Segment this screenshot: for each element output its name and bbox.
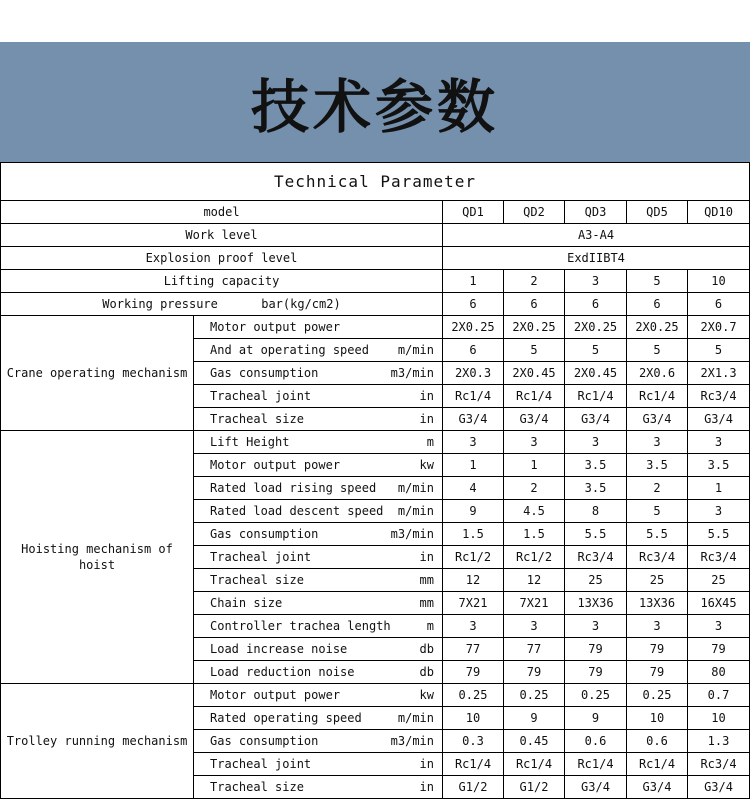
value-cell: 0.45 [504, 730, 565, 753]
parameter-cell [194, 569, 443, 592]
value-cell: G3/4 [565, 408, 627, 431]
value-cell: 79 [565, 661, 627, 684]
value-cell: 1 [443, 270, 504, 293]
parameter-unit: m/min [397, 481, 434, 495]
value-cell: 3 [627, 431, 688, 454]
value-cell: 5 [688, 339, 750, 362]
parameter-label: Tracheal size [210, 573, 304, 587]
parameter-unit: m3/min [390, 366, 434, 380]
value-cell: 5 [627, 270, 688, 293]
parameter-unit [428, 316, 434, 338]
value-cell: 10 [688, 707, 750, 730]
crane-row [1, 316, 750, 339]
value-cell: 13X36 [565, 592, 627, 615]
parameter-label: Lift Height [210, 435, 290, 449]
parameter-cell [194, 592, 443, 615]
explosion-value: ExdIIBT4 [443, 247, 750, 270]
value-cell: 1.5 [504, 523, 565, 546]
value-cell: Rc1/4 [565, 385, 627, 408]
value-cell: 7X21 [504, 592, 565, 615]
parameter-unit: kw [419, 458, 434, 472]
value-cell: 3 [504, 615, 565, 638]
value-cell: 25 [565, 569, 627, 592]
value-cell: 3.5 [565, 477, 627, 500]
value-cell: 77 [443, 638, 504, 661]
parameter-unit: m [426, 435, 434, 449]
value-cell: 1.3 [688, 730, 750, 753]
model-cell: QD3 [565, 201, 627, 224]
parameter-cell [194, 454, 443, 477]
parameter-unit: db [419, 642, 434, 656]
value-cell: G3/4 [504, 408, 565, 431]
value-cell: 79 [627, 638, 688, 661]
value-cell: 80 [688, 661, 750, 684]
parameter-cell [194, 776, 443, 799]
value-cell: 7X21 [443, 592, 504, 615]
value-cell: 77 [504, 638, 565, 661]
value-cell: Rc1/4 [504, 385, 565, 408]
value-cell: 79 [627, 661, 688, 684]
trolley-group-label: Trolley running mechanism [1, 684, 194, 799]
value-cell: G1/2 [443, 776, 504, 799]
value-cell: Rc1/4 [504, 753, 565, 776]
parameter-label: Tracheal size [210, 780, 304, 794]
value-cell: 2X0.45 [565, 362, 627, 385]
model-label: model [1, 201, 443, 224]
value-cell: Rc3/4 [627, 546, 688, 569]
value-cell: Rc1/4 [565, 753, 627, 776]
value-cell: 10 [688, 270, 750, 293]
model-cell: QD2 [504, 201, 565, 224]
parameter-label: Tracheal joint [210, 389, 312, 403]
parameter-unit: m [426, 619, 434, 633]
value-cell: 1 [443, 454, 504, 477]
value-cell: 2X0.25 [504, 316, 565, 339]
value-cell: 3 [565, 270, 627, 293]
value-cell: Rc3/4 [688, 753, 750, 776]
model-header-row [1, 201, 750, 224]
value-cell: 10 [443, 707, 504, 730]
value-cell: 0.25 [565, 684, 627, 707]
parameter-cell [194, 661, 443, 684]
value-cell: 3 [565, 615, 627, 638]
parameter-cell [194, 362, 443, 385]
value-cell: 5 [565, 339, 627, 362]
parameter-unit: in [419, 412, 434, 426]
value-cell: 6 [504, 293, 565, 316]
value-cell: 79 [443, 661, 504, 684]
parameter-label: Gas consumption [210, 734, 319, 748]
value-cell: G3/4 [627, 776, 688, 799]
value-cell: Rc3/4 [688, 546, 750, 569]
value-cell: 79 [688, 638, 750, 661]
pressure-unit: bar(kg/cm2) [261, 297, 341, 311]
value-cell: 9 [565, 707, 627, 730]
value-cell: 2X0.45 [504, 362, 565, 385]
parameter-cell [194, 684, 443, 707]
parameter-label: Chain size [210, 596, 283, 610]
value-cell: 25 [627, 569, 688, 592]
parameter-cell [194, 431, 443, 454]
crane-group-label: Crane operating mechanism [1, 316, 194, 431]
parameter-cell [194, 385, 443, 408]
value-cell: 8 [565, 500, 627, 523]
parameter-cell [194, 753, 443, 776]
model-cell: QD10 [688, 201, 750, 224]
value-cell: Rc3/4 [565, 546, 627, 569]
value-cell: 3 [504, 431, 565, 454]
value-cell: Rc1/4 [443, 385, 504, 408]
parameter-unit: m3/min [390, 527, 434, 541]
lifting-label: Lifting capacity [1, 270, 443, 293]
value-cell: 2X0.25 [565, 316, 627, 339]
value-cell: 6 [688, 293, 750, 316]
parameter-cell [194, 730, 443, 753]
value-cell: 9 [504, 707, 565, 730]
parameter-label: And at operating speed [210, 343, 369, 357]
value-cell: 6 [443, 339, 504, 362]
parameter-cell [194, 500, 443, 523]
value-cell: 6 [443, 293, 504, 316]
value-cell: Rc1/2 [443, 546, 504, 569]
value-cell: 3.5 [565, 454, 627, 477]
value-cell: 3 [688, 615, 750, 638]
parameter-label: Gas consumption [210, 366, 319, 380]
parameter-unit: db [419, 665, 434, 679]
parameter-cell [194, 615, 443, 638]
value-cell: 3 [443, 431, 504, 454]
lifting-row [1, 270, 750, 293]
parameter-unit: in [419, 550, 434, 564]
parameter-label: Controller trachea length [210, 619, 391, 633]
model-cell: QD5 [627, 201, 688, 224]
value-cell: 16X45 [688, 592, 750, 615]
parameter-label: Motor output power [210, 458, 341, 472]
value-cell: 1.5 [443, 523, 504, 546]
value-cell: G1/2 [504, 776, 565, 799]
value-cell: 0.3 [443, 730, 504, 753]
parameter-unit: m/min [397, 343, 434, 357]
value-cell: Rc1/4 [627, 385, 688, 408]
value-cell: 0.6 [627, 730, 688, 753]
value-cell: 4 [443, 477, 504, 500]
parameter-label: Gas consumption [210, 527, 319, 541]
value-cell: 0.25 [443, 684, 504, 707]
value-cell: 2X1.3 [688, 362, 750, 385]
banner-title: 技术参数 [250, 73, 499, 141]
work-level-row [1, 224, 750, 247]
parameter-label: Motor output power [210, 320, 341, 334]
value-cell: 79 [565, 638, 627, 661]
value-cell: 9 [443, 500, 504, 523]
value-cell: 0.7 [688, 684, 750, 707]
value-cell: 2X0.6 [627, 362, 688, 385]
value-cell: G3/4 [627, 408, 688, 431]
parameter-cell [194, 546, 443, 569]
parameter-cell [194, 477, 443, 500]
value-cell: G3/4 [443, 408, 504, 431]
value-cell: 5 [627, 339, 688, 362]
value-cell: 25 [688, 569, 750, 592]
parameter-label: Load increase noise [210, 642, 348, 656]
value-cell: 4.5 [504, 500, 565, 523]
value-cell: 2X0.3 [443, 362, 504, 385]
parameter-unit: mm [419, 596, 434, 610]
value-cell: 6 [627, 293, 688, 316]
value-cell: 3.5 [627, 454, 688, 477]
model-cell: QD1 [443, 201, 504, 224]
parameter-cell [194, 408, 443, 431]
work-level-value: A3-A4 [443, 224, 750, 247]
parameter-unit: in [419, 389, 434, 403]
value-cell: 79 [504, 661, 565, 684]
explosion-row [1, 247, 750, 270]
value-cell: 12 [504, 569, 565, 592]
parameter-table [0, 162, 750, 799]
pressure-row [1, 293, 750, 316]
parameter-unit: in [419, 780, 434, 794]
value-cell: 2X0.25 [443, 316, 504, 339]
parameter-label: Tracheal joint [210, 757, 312, 771]
parameter-label: Rated load descent speed [210, 504, 384, 518]
pressure-label: Working pressure [102, 297, 218, 311]
value-cell: 3.5 [688, 454, 750, 477]
value-cell: 3 [565, 431, 627, 454]
value-cell: G3/4 [688, 408, 750, 431]
explosion-label: Explosion proof level [1, 247, 443, 270]
value-cell: 5 [627, 500, 688, 523]
value-cell: G3/4 [688, 776, 750, 799]
value-cell: 1 [688, 477, 750, 500]
value-cell: 5.5 [565, 523, 627, 546]
parameter-cell [194, 638, 443, 661]
parameter-label: Motor output power [210, 688, 341, 702]
value-cell: 12 [443, 569, 504, 592]
value-cell: 2 [504, 477, 565, 500]
value-cell: 1 [504, 454, 565, 477]
value-cell: 5.5 [627, 523, 688, 546]
parameter-unit: m/min [397, 711, 434, 725]
table-body [1, 163, 750, 799]
value-cell: 0.6 [565, 730, 627, 753]
value-cell: 10 [627, 707, 688, 730]
parameter-label: Load reduction noise [210, 665, 355, 679]
work-level-label: Work level [1, 224, 443, 247]
value-cell: 3 [443, 615, 504, 638]
value-cell: 5 [504, 339, 565, 362]
value-cell: 5.5 [688, 523, 750, 546]
value-cell: 6 [565, 293, 627, 316]
hoist-group-label: Hoisting mechanism of hoist [1, 431, 194, 684]
value-cell: 3 [627, 615, 688, 638]
parameter-unit: m/min [397, 504, 434, 518]
table-title-row [1, 163, 750, 201]
value-cell: 2X0.25 [627, 316, 688, 339]
top-margin [0, 0, 750, 42]
parameter-label: Tracheal size [210, 412, 304, 426]
value-cell: 2 [504, 270, 565, 293]
parameter-label: Rated operating speed [210, 711, 362, 725]
value-cell: 2 [627, 477, 688, 500]
value-cell: Rc1/4 [627, 753, 688, 776]
parameter-label: Tracheal joint [210, 550, 312, 564]
parameter-cell [194, 339, 443, 362]
trolley-row [1, 684, 750, 707]
value-cell: 13X36 [627, 592, 688, 615]
parameter-unit: in [419, 757, 434, 771]
parameter-unit: kw [419, 688, 434, 702]
parameter-cell [194, 523, 443, 546]
hoist-row [1, 431, 750, 454]
parameter-cell [194, 316, 443, 339]
title-banner [0, 42, 750, 162]
value-cell: 2X0.7 [688, 316, 750, 339]
value-cell: G3/4 [565, 776, 627, 799]
parameter-label: Rated load rising speed [210, 481, 377, 495]
parameter-cell [194, 707, 443, 730]
value-cell: 0.25 [627, 684, 688, 707]
value-cell: Rc1/2 [504, 546, 565, 569]
parameter-unit: m3/min [390, 734, 434, 748]
value-cell: Rc3/4 [688, 385, 750, 408]
value-cell: 3 [688, 500, 750, 523]
value-cell: 0.25 [504, 684, 565, 707]
table-title: Technical Parameter [1, 163, 750, 201]
parameter-unit: mm [419, 573, 434, 587]
value-cell: 3 [688, 431, 750, 454]
value-cell: Rc1/4 [443, 753, 504, 776]
pressure-label-cell [1, 293, 443, 316]
